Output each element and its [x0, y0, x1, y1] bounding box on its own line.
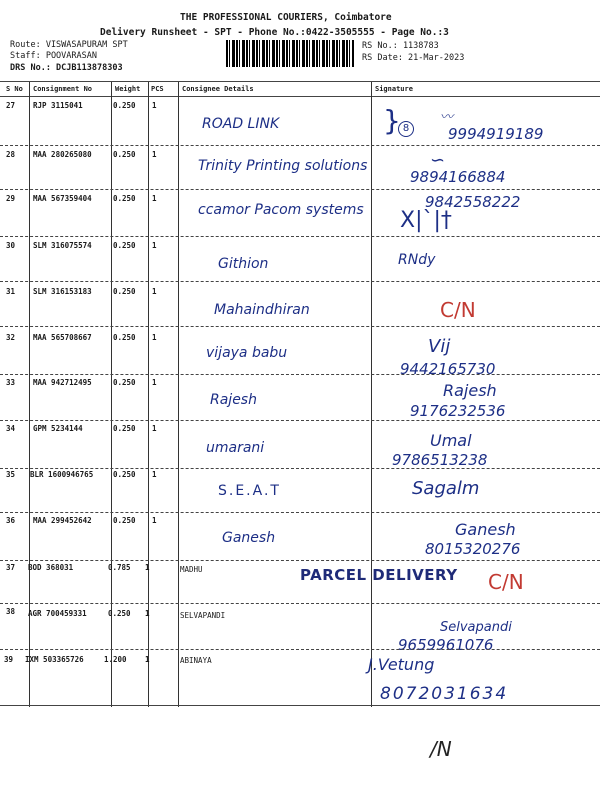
row-phone: 9659961076 [398, 636, 494, 654]
row-weight: 0.250 [113, 516, 136, 525]
row-divider [0, 236, 600, 237]
col-consignee: Consignee Details [182, 85, 254, 93]
row-phone: 9786513238 [392, 451, 488, 469]
rs-date: RS Date: 21-Mar-2023 [362, 53, 465, 63]
row-sno: 36 [6, 516, 16, 525]
row-weight: 0.785 [108, 563, 131, 572]
header-bottom-rule [0, 96, 600, 97]
row-pcs: 1 [145, 655, 150, 664]
row-signature: Sagalm [412, 478, 480, 499]
row-sno: 32 [6, 333, 16, 342]
row-divider [0, 420, 600, 421]
row-pcs: 1 [152, 287, 157, 296]
row-weight: 0.250 [113, 150, 136, 159]
row-consignment: GPM 5234144 [33, 424, 83, 433]
row-sno: 37 [6, 563, 16, 572]
row-weight: 0.250 [113, 424, 136, 433]
row-consignment: MAA 299452642 [33, 516, 92, 525]
row-sno: 38 [6, 607, 16, 616]
row-signature: Selvapandi [440, 620, 512, 635]
row-signature: } [383, 104, 401, 137]
col-sno: S No [6, 85, 23, 93]
footer-mark: /N [430, 737, 452, 761]
row-consignment: MAA 567359404 [33, 194, 92, 203]
row-signature: C/N [440, 298, 476, 322]
col-weight: Weight [115, 85, 141, 93]
row-signature: Vij [428, 336, 451, 357]
row-consignee: S.E.A.T [218, 483, 281, 499]
row-sno: 27 [6, 101, 16, 110]
row-consignee: Trinity Printing solutions [198, 158, 368, 174]
row-consignment: MAA 565708667 [33, 333, 92, 342]
row-divider [0, 281, 600, 282]
row-consignee: ABINAYA [180, 656, 212, 665]
row-sno: 29 [6, 194, 16, 203]
row-pcs: 1 [152, 241, 157, 250]
col-pcs: PCS [151, 85, 164, 93]
row-weight: 0.250 [113, 194, 136, 203]
row-consignee: Mahaindhiran [214, 302, 310, 318]
row-pcs: 1 [152, 150, 157, 159]
row-consignment: AGR 700459331 [28, 609, 87, 618]
row-consignment: MAA 942712495 [33, 378, 92, 387]
row-pcs: 1 [152, 194, 157, 203]
row-signature: C/N [488, 570, 524, 594]
signature-scrawl: 〰 [440, 110, 454, 125]
signature-scrawl: ∽ [430, 150, 446, 171]
row-weight: 0.250 [113, 287, 136, 296]
rs-number: RS No.: 1138783 [362, 41, 439, 51]
row-divider [0, 326, 600, 327]
row-sno: 34 [6, 424, 16, 433]
row-pcs: 1 [145, 609, 150, 618]
row-consignee: Rajesh [210, 392, 257, 408]
row-phone: 9994919189 [448, 125, 544, 143]
row-consignee: MADHU [180, 565, 203, 574]
row-pcs: 1 [152, 424, 157, 433]
row-divider [0, 145, 600, 146]
row-divider [0, 560, 600, 561]
col-divider [178, 82, 179, 707]
signature-circle: 8 [398, 116, 414, 137]
row-pcs: 1 [145, 563, 150, 572]
page-title: THE PROFESSIONAL COURIERS, Coimbatore [180, 12, 392, 23]
row-sno: 35 [6, 470, 16, 479]
row-pcs: 1 [152, 333, 157, 342]
row-weight: 0.250 [113, 101, 136, 110]
row-signature: Rajesh [443, 381, 497, 400]
row-signature: Ganesh [455, 520, 516, 539]
row-divider [0, 468, 600, 469]
table-bottom-rule [0, 705, 600, 706]
row-pcs: 1 [152, 378, 157, 387]
row-sno: 39 [4, 655, 14, 664]
row-sno: 28 [6, 150, 16, 159]
row-phone: 8072031634 [380, 684, 509, 704]
col-consignment: Consignment No [33, 85, 93, 93]
row-pcs: 1 [152, 470, 157, 479]
row-consignee: SELVAPANDI [180, 611, 226, 620]
row-phone: 9894166884 [410, 168, 506, 186]
row-divider [0, 512, 600, 513]
row-consignment: BLR 1600946765 [30, 470, 94, 479]
row-phone: 9442165730 [400, 360, 496, 378]
row-signature: J.Vetung [368, 655, 435, 674]
row-consignment: BOD 368031 [28, 563, 74, 572]
barcode [226, 40, 354, 67]
route-label: Route: VISWASAPURAM SPT [10, 40, 128, 50]
col-divider [371, 82, 372, 707]
row-consignment: SLM 316075574 [33, 241, 92, 250]
row-sno: 30 [6, 241, 16, 250]
row-pcs: 1 [152, 101, 157, 110]
row-phone: 9176232536 [410, 402, 506, 420]
row-divider [0, 603, 600, 604]
row-sno: 31 [6, 287, 16, 296]
header-top-rule [0, 81, 600, 82]
row-consignment: SLM 316153183 [33, 287, 92, 296]
row-divider [0, 374, 600, 375]
row-divider [0, 189, 600, 190]
staff-label: Staff: POOVARASAN [10, 51, 97, 61]
row-consignee: Ganesh [222, 530, 276, 546]
row-phone: 9842558222 [425, 193, 521, 211]
row-phone: 8015320276 [425, 540, 521, 558]
row-weight: 0.250 [113, 470, 136, 479]
row-signature: RNdy [398, 252, 436, 268]
row-consignee: Githion [218, 256, 269, 272]
row-weight: 0.250 [108, 609, 131, 618]
row-weight: 0.250 [113, 333, 136, 342]
parcel-delivery-stamp: PARCEL DELIVERY [300, 566, 458, 584]
row-sno: 33 [6, 378, 16, 387]
row-consignee: vijaya babu [206, 345, 288, 361]
signature-scrawl: X|ˋ|† [400, 208, 452, 233]
row-weight: 1.200 [104, 655, 127, 664]
row-divider [0, 649, 600, 650]
page-subtitle: Delivery Runsheet - SPT - Phone No.:0422-3505555 - Page No.:3 [100, 27, 449, 38]
row-consignment: RJP 3115041 [33, 101, 83, 110]
row-consignment: MAA 280265080 [33, 150, 92, 159]
row-weight: 0.250 [113, 241, 136, 250]
row-signature: Umal [430, 431, 472, 450]
row-consignment: IXM 503365726 [25, 655, 84, 664]
col-signature: Signature [375, 85, 413, 93]
row-consignee: ccamor Pacom systems [198, 202, 364, 218]
row-pcs: 1 [152, 516, 157, 525]
drs-label: DRS No.: DCJB113878303 [10, 63, 123, 73]
row-consignee: ROAD LINK [202, 116, 280, 132]
row-consignee: umarani [206, 440, 265, 456]
row-weight: 0.250 [113, 378, 136, 387]
